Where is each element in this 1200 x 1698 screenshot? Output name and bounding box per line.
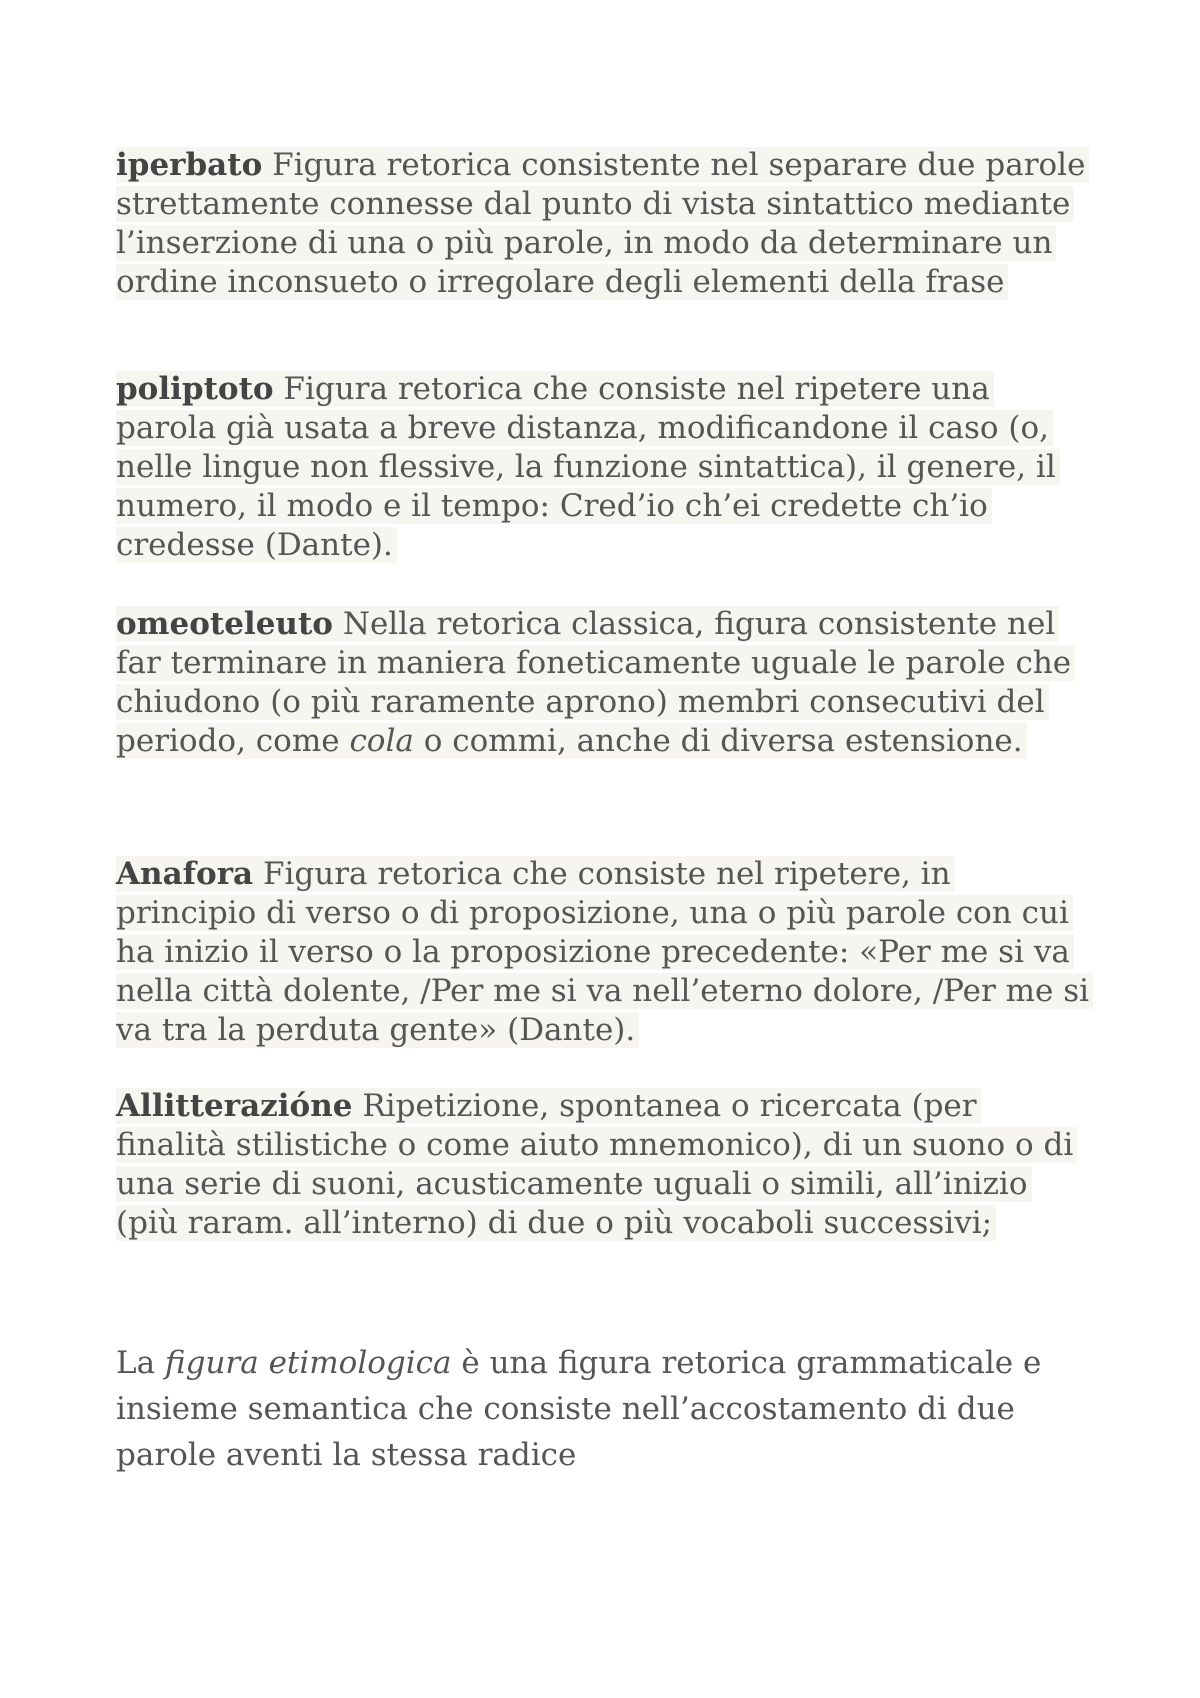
definition-text: è una figura retorica grammaticale e insieme semantica che consiste nell’accostamento di due parole aventi la stessa radice <box>116 1345 1042 1473</box>
term-allitterazione: Allitterazióne <box>116 1088 353 1124</box>
term-iperbato: iperbato <box>116 147 263 183</box>
definition-iperbato <box>116 146 1096 302</box>
term-anafora: Anafora <box>116 856 254 892</box>
term-poliptoto: poliptoto <box>116 371 274 407</box>
definition-text: Figura retorica consistente nel separare due parole strettamente connesse dal punto di vista sintattico mediante l’inserzione di una o più parole, in modo da determinare un ordine inconsueto o irregolare degli elementi della frase <box>116 147 1086 300</box>
definition-text: o commi, anche di diversa estensione. <box>413 723 1023 759</box>
definition-text: Ripetizione, spontanea o ricercata (per finalità stilistiche o come aiuto mnemonico), di un suono o di una serie di suoni, acusticamente uguali o simili, all’inizio (più raram. all’interno) di due o più vocaboli successivi; <box>116 1088 1074 1241</box>
italic-term-figura-etimologica: figura etimologica <box>164 1345 452 1381</box>
definition-text: La <box>116 1345 165 1381</box>
definition-text: Nella retorica classica, figura consistente nel far terminare in maniera foneticamente uguale le parole che chiudono (o più raramente aprono) membri consecutivi del periodo, come <box>116 606 1072 759</box>
italic-word-cola: cola <box>349 723 414 759</box>
term-omeoteleuto: omeoteleuto <box>116 606 333 642</box>
definition-text: Figura retorica che consiste nel ripetere una parola già usata a breve distanza, modificandone il caso (o, nelle lingue non flessive, la funzione sintattica), il genere, il numero, il modo e il tempo: Cred’io ch’ei credette ch’io credesse (Dante). <box>116 371 1056 563</box>
definition-omeoteleuto <box>116 605 1096 761</box>
definition-figura-etimologica <box>116 1340 1096 1478</box>
definition-allitterazione <box>116 1087 1096 1243</box>
definition-anafora <box>116 855 1096 1050</box>
definition-poliptoto <box>116 370 1096 565</box>
definition-text: Figura retorica che consiste nel ripetere, in principio di verso o di proposizione, una o più parole con cui ha inizio il verso o la proposizione precedente: «Per me si va nella città dolente, /Per me si va nell’eterno dolore, /Per me si va tra la perduta gente» (Dante). <box>116 856 1090 1048</box>
